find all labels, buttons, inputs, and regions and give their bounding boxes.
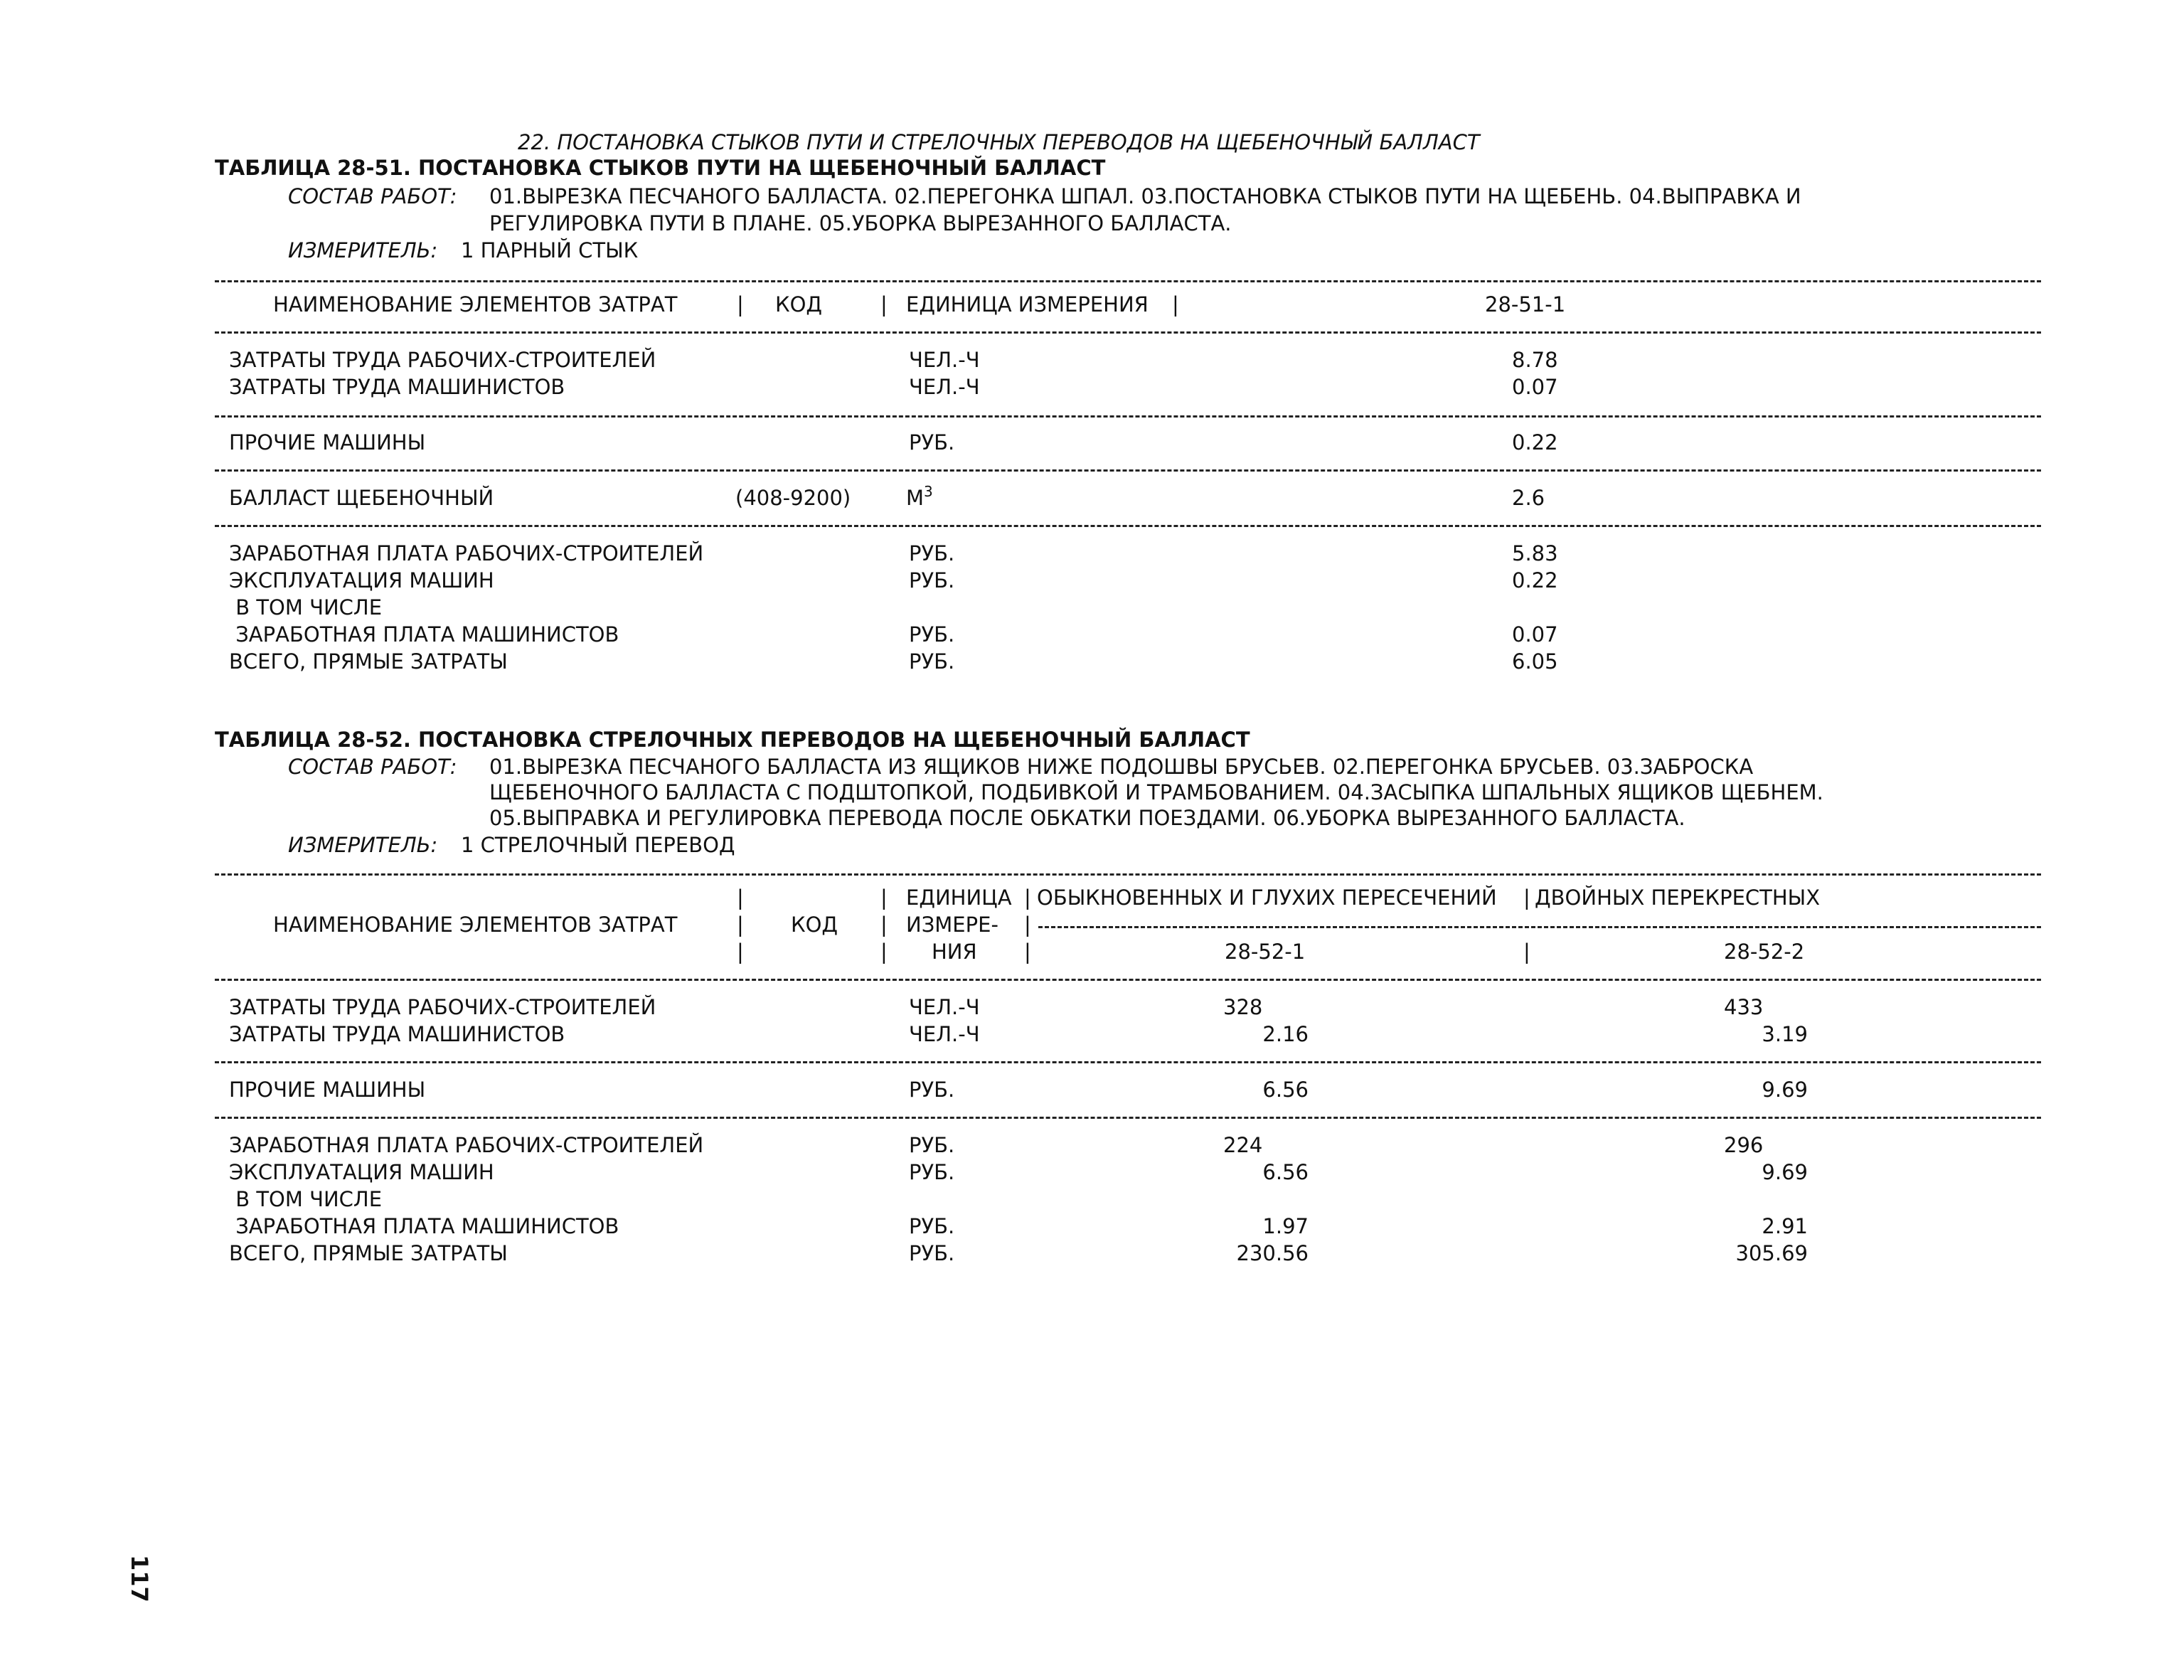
table2-header-sep: | (1523, 940, 1530, 964)
table1-header-col1: 28-51-1 (1485, 292, 1566, 317)
table1-row-name: ПРОЧИЕ МАШИНЫ (229, 430, 426, 454)
table1-row-unit: РУБ. (909, 541, 955, 565)
table2-rule (215, 1061, 2041, 1063)
table2-row-name: ЗАТРАТЫ ТРУДА РАБОЧИХ-СТРОИТЕЛЕЙ (229, 995, 656, 1019)
table1-header-sep: | (880, 292, 888, 317)
table2-rule (215, 1117, 2041, 1119)
table2-header-sep: | (880, 886, 888, 910)
unit-superscript: 3 (924, 483, 933, 500)
table2-header-sep: | (880, 913, 888, 937)
table1-rule (215, 469, 2041, 472)
table2-header-group1: ОБЫКНОВЕННЫХ И ГЛУХИХ ПЕРЕСЕЧЕНИЙ (1037, 886, 1497, 910)
table1-work-line-1: 01.ВЫРЕЗКА ПЕСЧАНОГО БАЛЛАСТА. 02.ПЕРЕГОНКА ШПАЛ. 03.ПОСТАНОВКА СТЫКОВ ПУТИ НА ЩЕБЕНЬ. 04.ВЫПРАВКА И (489, 184, 1801, 208)
table2-header-sep: | (1024, 913, 1031, 937)
table1-header-sep: | (1172, 292, 1179, 317)
table2-row-value-1: 2.16 (1262, 1022, 1309, 1046)
table2-header-name: НАИМЕНОВАНИЕ ЭЛЕМЕНТОВ ЗАТРАТ (273, 913, 678, 937)
table1-work-label: СОСТАВ РАБОТ: (288, 184, 457, 208)
table2-row-unit: РУБ. (909, 1133, 955, 1157)
table1-row-name: ЭКСПЛУАТАЦИЯ МАШИН (229, 568, 494, 592)
table2-row-value-2: 296 (1724, 1133, 1764, 1157)
table2-measure-label: ИЗМЕРИТЕЛЬ: (288, 833, 438, 857)
table1-row-value: 0.07 (1512, 375, 1558, 399)
table2-header-sep: | (1024, 886, 1031, 910)
table1-row-value: 8.78 (1512, 348, 1558, 372)
table1-row-value: 5.83 (1512, 541, 1558, 565)
table1-row-value: 0.22 (1512, 568, 1558, 592)
table2-rule-top (215, 873, 2041, 876)
table1-row-unit (906, 483, 933, 510)
table1-row-name: ВСЕГО, ПРЯМЫЕ ЗАТРАТЫ (229, 649, 508, 674)
table2-row-name: ЗАРАБОТНАЯ ПЛАТА МАШИНИСТОВ (229, 1214, 619, 1238)
table1-header-unit: ЕДИНИЦА ИЗМЕРЕНИЯ (906, 292, 1149, 317)
table2-header-unit-2: ИЗМЕРЕ- (906, 913, 998, 937)
table1-rule-top (215, 280, 2041, 282)
table2-work-line-1: 01.ВЫРЕЗКА ПЕСЧАНОГО БАЛЛАСТА ИЗ ЯЩИКОВ НИЖЕ ПОДОШВЫ БРУСЬЕВ. 02.ПЕРЕГОНКА БРУСЬЕВ. 03.ЗАБРОСКА (489, 755, 1754, 779)
table1-row-unit: РУБ. (909, 568, 955, 592)
table2-row-unit: РУБ. (909, 1160, 955, 1184)
table2-title: ТАБЛИЦА 28-52. ПОСТАНОВКА СТРЕЛОЧНЫХ ПЕРЕВОДОВ НА ЩЕБЕНОЧНЫЙ БАЛЛАСТ (215, 728, 1250, 752)
table2-row-unit: РУБ. (909, 1214, 955, 1238)
table1-row-code: (408-9200) (735, 486, 851, 510)
table2-row-name: ПРОЧИЕ МАШИНЫ (229, 1078, 426, 1102)
table1-row-unit: ЧЕЛ.-Ч (909, 375, 980, 399)
table1-header-sep: | (737, 292, 744, 317)
table2-row-value-1: 1.97 (1262, 1214, 1309, 1238)
table2-row-value-2: 433 (1724, 995, 1764, 1019)
table2-row-name: ЗАТРАТЫ ТРУДА МАШИНИСТОВ (229, 1022, 565, 1046)
table2-header-sep: | (737, 913, 744, 937)
table1-row-name: ЗАРАБОТНАЯ ПЛАТА РАБОЧИХ-СТРОИТЕЛЕЙ (229, 541, 704, 565)
table2-row-unit: РУБ. (909, 1078, 955, 1102)
table1-row-value: 0.22 (1512, 430, 1558, 454)
table1-rule (215, 415, 2041, 418)
table2-row-name: ЗАРАБОТНАЯ ПЛАТА РАБОЧИХ-СТРОИТЕЛЕЙ (229, 1133, 704, 1157)
table2-row-unit: ЧЕЛ.-Ч (909, 995, 980, 1019)
table1-row-name: ЗАРАБОТНАЯ ПЛАТА МАШИНИСТОВ (229, 622, 619, 647)
table2-row-unit: РУБ. (909, 1241, 955, 1265)
table2-work-label: СОСТАВ РАБОТ: (288, 755, 457, 779)
table2-rule-header (215, 979, 2041, 981)
table2-row-value-2: 305.69 (1735, 1241, 1808, 1265)
table1-rule (215, 525, 2041, 527)
table1-row-name: ЗАТРАТЫ ТРУДА РАБОЧИХ-СТРОИТЕЛЕЙ (229, 348, 656, 372)
table2-row-value-2: 9.69 (1762, 1078, 1808, 1102)
table1-row-value: 2.6 (1512, 486, 1545, 510)
page-number: 117 (126, 1555, 153, 1602)
table2-row-value-1: 6.56 (1262, 1160, 1309, 1184)
table2-row-value-2: 9.69 (1762, 1160, 1808, 1184)
section-title: 22. ПОСТАНОВКА СТЫКОВ ПУТИ И СТРЕЛОЧНЫХ ПЕРЕВОДОВ НА ЩЕБЕНОЧНЫЙ БАЛЛАСТ (518, 130, 1480, 154)
unit-text: М (906, 486, 925, 510)
table1-row-name: БАЛЛАСТ ЩЕБЕНОЧНЫЙ (229, 486, 494, 510)
table1-header-name: НАИМЕНОВАНИЕ ЭЛЕМЕНТОВ ЗАТРАТ (273, 292, 678, 317)
table2-row-name: ЭКСПЛУАТАЦИЯ МАШИН (229, 1160, 494, 1184)
table1-row-value: 6.05 (1512, 649, 1558, 674)
table2-header-code: КОД (791, 913, 838, 937)
table2-row-unit: ЧЕЛ.-Ч (909, 1022, 980, 1046)
table2-measure-value: 1 СТРЕЛОЧНЫЙ ПЕРЕВОД (461, 833, 735, 857)
table2-row-value-2: 3.19 (1762, 1022, 1808, 1046)
table2-row-value-1: 230.56 (1236, 1241, 1309, 1265)
table2-header-unit-1: ЕДИНИЦА (906, 886, 1012, 910)
table2-row-name: ВСЕГО, ПРЯМЫЕ ЗАТРАТЫ (229, 1241, 508, 1265)
table1-row-name: ЗАТРАТЫ ТРУДА МАШИНИСТОВ (229, 375, 565, 399)
table1-row-name: В ТОМ ЧИСЛЕ (229, 595, 383, 620)
table2-work-line-2: ЩЕБЕНОЧНОГО БАЛЛАСТА С ПОДШТОПКОЙ, ПОДБИВКОЙ И ТРАМБОВАНИЕМ. 04.ЗАСЫПКА ШПАЛЬНЫХ ЯЩИКОВ ЩЕБНЕМ. (489, 780, 1823, 804)
table1-row-value: 0.07 (1512, 622, 1558, 647)
table2-row-value-1: 224 (1223, 1133, 1263, 1157)
table2-header-sep: | (1024, 940, 1031, 964)
table2-row-value-1: 6.56 (1262, 1078, 1309, 1102)
table2-header-sep: | (737, 940, 744, 964)
table2-work-line-3: 05.ВЫПРАВКА И РЕГУЛИРОВКА ПЕРЕВОДА ПОСЛЕ ОБКАТКИ ПОЕЗДАМИ. 06.УБОРКА ВЫРЕЗАННОГО БАЛЛАСТА. (489, 806, 1685, 830)
table2-header-sep: | (880, 940, 888, 964)
table1-rule-header (215, 331, 2041, 334)
table1-row-unit: РУБ. (909, 622, 955, 647)
table1-row-unit: РУБ. (909, 430, 955, 454)
table2-header-sep: | (737, 886, 744, 910)
table1-work-line-2: РЕГУЛИРОВКА ПУТИ В ПЛАНЕ. 05.УБОРКА ВЫРЕЗАННОГО БАЛЛАСТА. (489, 211, 1232, 235)
table2-row-name: В ТОМ ЧИСЛЕ (229, 1187, 383, 1211)
table2-header-sep: | (1523, 886, 1530, 910)
table1-header-code: КОД (775, 292, 823, 317)
table2-header-group2: ДВОЙНЫХ ПЕРЕКРЕСТНЫХ (1535, 886, 1821, 910)
table1-measure-label: ИЗМЕРИТЕЛЬ: (288, 238, 438, 262)
table2-row-value-2: 2.91 (1762, 1214, 1808, 1238)
table2-header-unit-3: НИЯ (932, 940, 977, 964)
table2-row-value-1: 328 (1223, 995, 1263, 1019)
table2-rule-subheader (1038, 926, 2041, 928)
table1-row-unit: ЧЕЛ.-Ч (909, 348, 980, 372)
table1-measure-value: 1 ПАРНЫЙ СТЫК (461, 238, 639, 262)
table1-title: ТАБЛИЦА 28-51. ПОСТАНОВКА СТЫКОВ ПУТИ НА ЩЕБЕНОЧНЫЙ БАЛЛАСТ (215, 156, 1106, 180)
table2-header-col2: 28-52-2 (1724, 940, 1805, 964)
table1-row-unit: РУБ. (909, 649, 955, 674)
table2-header-col1: 28-52-1 (1225, 940, 1306, 964)
